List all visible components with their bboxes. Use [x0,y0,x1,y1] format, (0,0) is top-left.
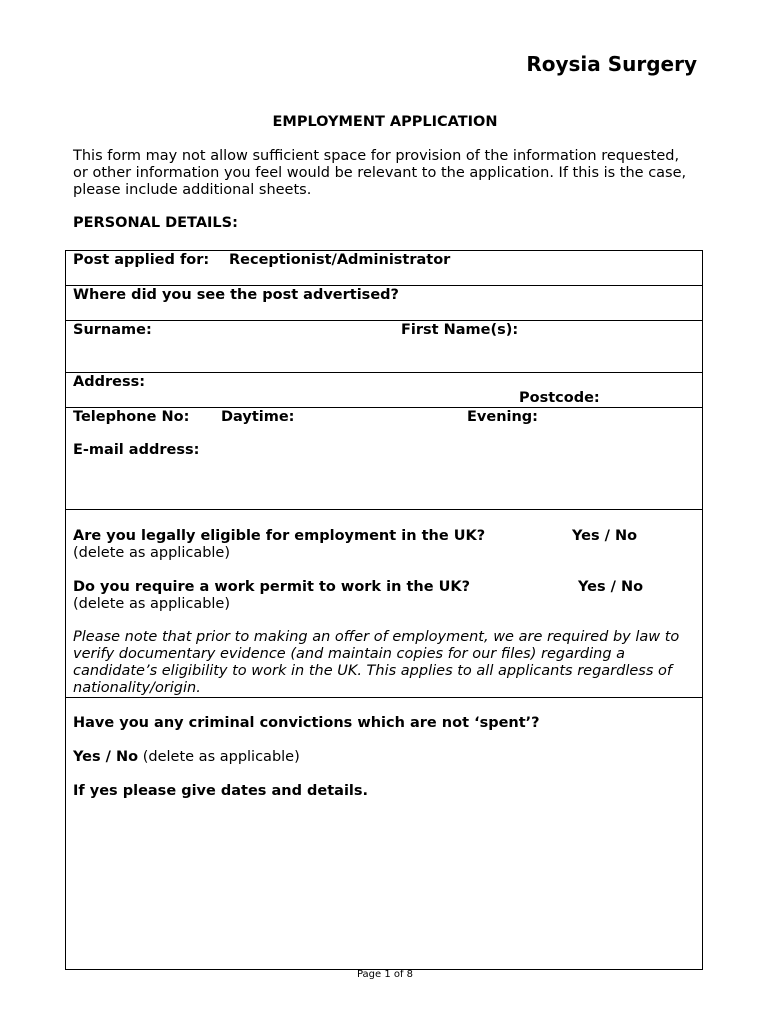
row-divider [66,697,702,698]
eligibility-note: Please note that prior to making an offer of employment, we are required by law to verify documentary evidence (and maintain copies for our files) regarding a candidate’s eligibility to work in the UK. This applies to all applicants regardless of nationality/origin. [73,629,680,696]
eligible-yes-no[interactable]: Yes / No [572,528,638,544]
intro-text: This form may not allow sufficient space for provision of the information requested, or other information you feel would be relevant to the application. If this is the case, please include additional sheets. [73,148,687,198]
first-name-field[interactable]: First Name(s): [401,322,519,338]
telephone-label: Telephone No: [73,409,190,425]
permit-hint: (delete as applicable) [73,596,231,612]
page-number: Page 1 of 8 [356,969,414,980]
section-heading: PERSONAL DETAILS: [73,215,238,231]
convictions-hint: (delete as applicable) [142,749,300,765]
row-divider [66,320,702,321]
organization-name: Roysia Surgery [526,52,697,76]
form-title: EMPLOYMENT APPLICATION [272,114,498,130]
permit-question: Do you require a work permit to work in the UK? [73,579,471,595]
convictions-yes-no[interactable]: Yes / No [73,749,139,765]
permit-yes-no[interactable]: Yes / No [578,579,644,595]
surname-field[interactable]: Surname: [73,322,152,338]
email-field[interactable]: E-mail address: [73,442,200,458]
post-applied-label: Post applied for: [73,252,210,268]
address-field[interactable]: Address: [73,374,146,390]
post-applied-value: Receptionist/Administrator [229,252,451,268]
evening-phone-field[interactable]: Evening: [467,409,538,425]
eligible-question: Are you legally eligible for employment in the UK? [73,528,486,544]
personal-details-form [65,250,703,970]
advertised-field[interactable]: Where did you see the post advertised? [73,287,399,303]
row-divider [66,285,702,286]
daytime-phone-field[interactable]: Daytime: [221,409,295,425]
convictions-question: Have you any criminal convictions which are not ‘spent’? [73,715,540,731]
row-divider [66,407,702,408]
postcode-field[interactable]: Postcode: [519,390,600,406]
convictions-details-field[interactable]: If yes please give dates and details. [73,783,369,799]
eligible-hint: (delete as applicable) [73,545,231,561]
convictions-answer[interactable] [73,749,300,766]
row-divider [66,372,702,373]
row-divider [66,509,702,510]
